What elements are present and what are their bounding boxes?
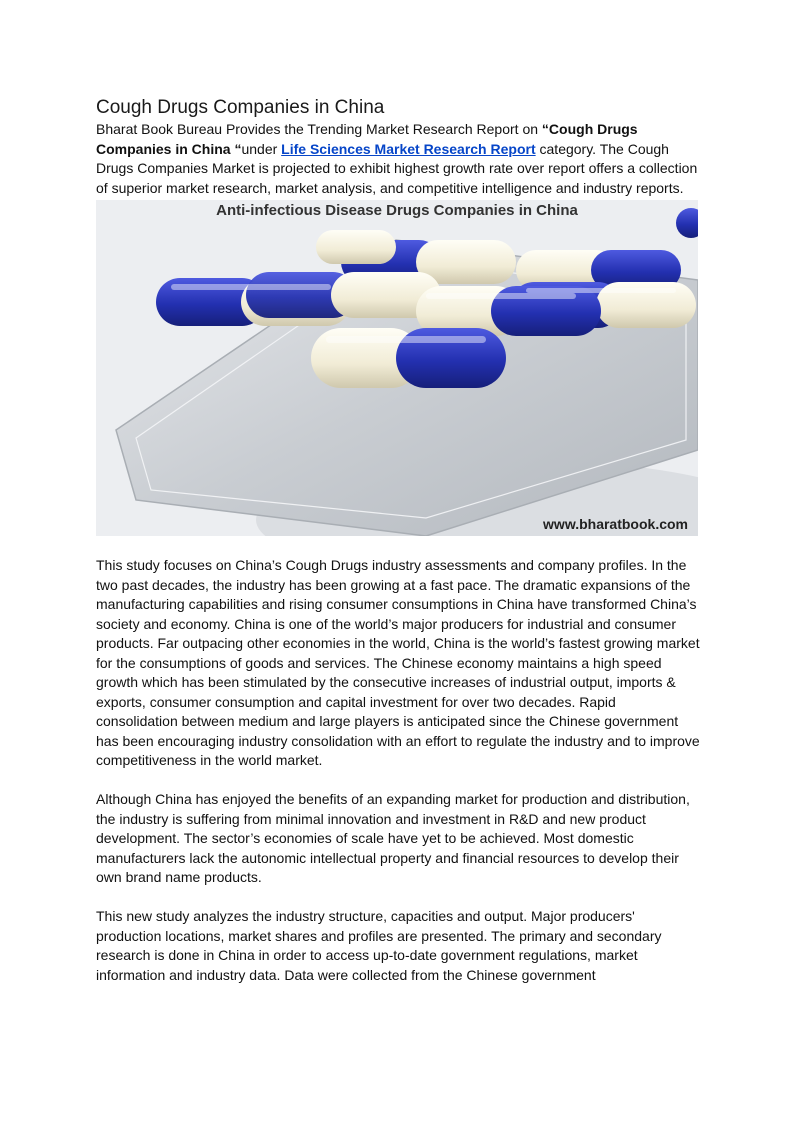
intro-text-3: category. The Cough Drugs Companies Market is projected to exhibit highest growth rate over report offers a collection of superior market research, market analysis, and competitive intelligence and industry reports. (96, 140, 698, 196)
intro-paragraph (96, 120, 700, 198)
capsules-illustration (96, 200, 698, 536)
intro-text-1: Bharat Book Bureau Provides the Trending Market Research Report on (96, 121, 542, 137)
category-link[interactable]: Life Sciences Market Research Report (281, 140, 536, 157)
figure-watermark: www.bharatbook.com (543, 516, 688, 532)
capsules-figure (96, 200, 698, 536)
document-title: Cough Drugs Companies in China (96, 97, 385, 118)
figure-caption: Anti-infectious Disease Drugs Companies in China (216, 202, 578, 219)
intro-report-title: Cough Drugs Companies in China (96, 121, 638, 157)
intro-close-quote: “ (230, 140, 242, 157)
intro-text-2: under (241, 140, 282, 157)
intro-open-quote: “ (541, 121, 549, 137)
body-paragraph-2: Although China has enjoyed the benefits of an expanding market for production and distribution, the industry is suffering from minimal innovation and investment in R&D and new product development. The sector’s economies of scale have yet to be achieved. Most domestic manufacturers lack the autonomic intellectual property and financial resources to develop their own brand name products. (96, 791, 690, 885)
capsule-3 (246, 272, 441, 318)
document-content (96, 96, 700, 1005)
body-text (96, 556, 700, 985)
body-paragraph-1: This study focuses on China’s Cough Drugs industry assessments and company profiles. In the two past decades, the industry has been growing at a fast pace. The dramatic expansions of the manufacturing capabilities and rising consumer consumptions in China have transformed China’s society and economy. China is one of the world’s major producers for industrial and consumer products. Far outpacing other economies in the world, China is the world’s fastest growing market for the consumptions of goods and services. The Chinese economy maintains a high speed growth which has been stimulated by the consecutive increases of industrial output, imports & exports, consumer consumption and capital investment for over two decades. Rapid consolidation between medium and large players is anticipated since the Chinese government has been encouraging industry consolidation with an effort to regulate the industry and to improve competitiveness in the world market. (96, 557, 700, 768)
body-paragraph-3: This new study analyzes the industry structure, capacities and output. Major producers' production locations, market shares and profiles are presented. The primary and secondary research is done in China in order to access up-to-date government regulations, market information and industry data. Data were collected from the Chinese government (96, 908, 662, 983)
